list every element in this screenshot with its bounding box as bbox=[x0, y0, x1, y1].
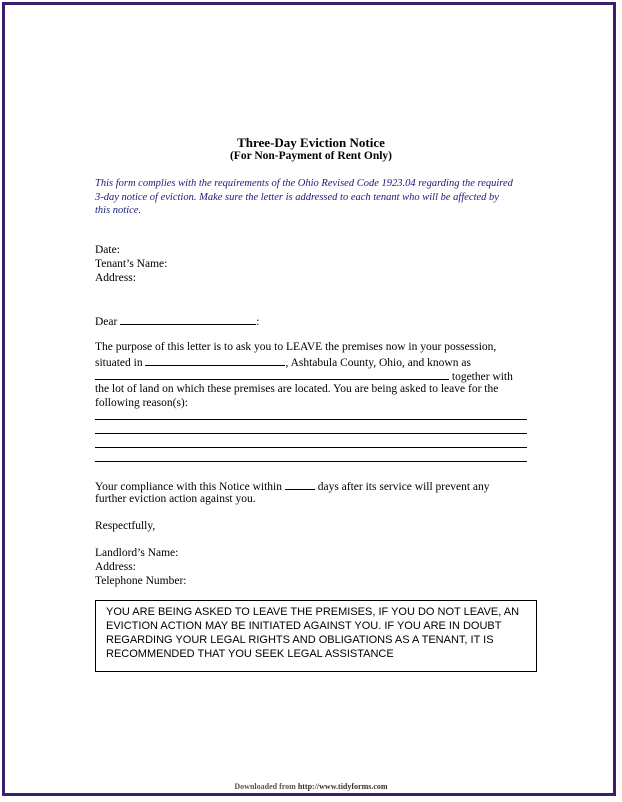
dear-label: Dear bbox=[95, 316, 118, 328]
tenant-name-label: Tenant’s Name: bbox=[95, 258, 168, 270]
date-label: Date: bbox=[95, 244, 120, 256]
document-title: Three-Day Eviction Notice bbox=[237, 135, 385, 150]
compliance-line-2: further eviction action against you. bbox=[95, 493, 256, 505]
footer-download-note bbox=[0, 782, 622, 791]
reason-line[interactable] bbox=[95, 461, 527, 462]
recipient-blank[interactable] bbox=[120, 313, 256, 325]
intro-instructions: This form complies with the requirements of the Ohio Revised Code 1923.04 regarding the required 3-day notice of eviction. Make sure the letter is addressed to each tenant who will be affected by this notice. bbox=[95, 178, 513, 216]
legal-warning-box: YOU ARE BEING ASKED TO LEAVE THE PREMISES, IF YOU DO NOT LEAVE, AN EVICTION ACTION MAY BE INITIATED AGAINST YOU. IF YOU ARE IN DOUBT REGARDING YOUR LEGAL RIGHTS AND OBLIGATIONS AS A TENANT, IT IS RECOMMENDED THAT YOU SEEK LEGAL ASSISTANCE bbox=[95, 600, 537, 672]
footer-url-link[interactable]: http://www.tidyforms.com bbox=[297, 782, 388, 791]
landlord-phone-label: Telephone Number: bbox=[95, 575, 187, 587]
salutation-line bbox=[95, 313, 259, 329]
purpose-line-1: The purpose of this letter is to ask you to LEAVE the premises now in your possession, bbox=[95, 341, 497, 353]
salutation-colon: : bbox=[256, 316, 260, 328]
together-with-text: together with bbox=[451, 371, 513, 383]
county-text: , Ashtabula County, Ohio, and known as bbox=[285, 357, 471, 369]
tenant-address-label: Address: bbox=[95, 272, 136, 284]
landlord-address-label: Address: bbox=[95, 561, 136, 573]
compliance-start-text: Your compliance with this Notice within bbox=[95, 481, 282, 493]
purpose-line-4: the lot of land on which these premises are located. You are being asked to leave for the bbox=[95, 383, 499, 395]
location-blank[interactable] bbox=[145, 354, 285, 366]
reason-line[interactable] bbox=[95, 447, 527, 448]
known-as-blank[interactable] bbox=[95, 368, 449, 380]
situated-in-label: situated in bbox=[95, 357, 143, 369]
reason-line[interactable] bbox=[95, 433, 527, 434]
landlord-name-label: Landlord’s Name: bbox=[95, 547, 179, 559]
document-subtitle: (For Non-Payment of Rent Only) bbox=[229, 150, 393, 162]
purpose-line-5: following reason(s): bbox=[95, 397, 188, 409]
days-blank[interactable] bbox=[285, 478, 315, 490]
footer-prefix: Downloaded from bbox=[234, 782, 296, 791]
reason-line[interactable] bbox=[95, 419, 527, 420]
closing-text: Respectfully, bbox=[95, 520, 156, 532]
compliance-end-text: days after its service will prevent any bbox=[317, 481, 490, 493]
